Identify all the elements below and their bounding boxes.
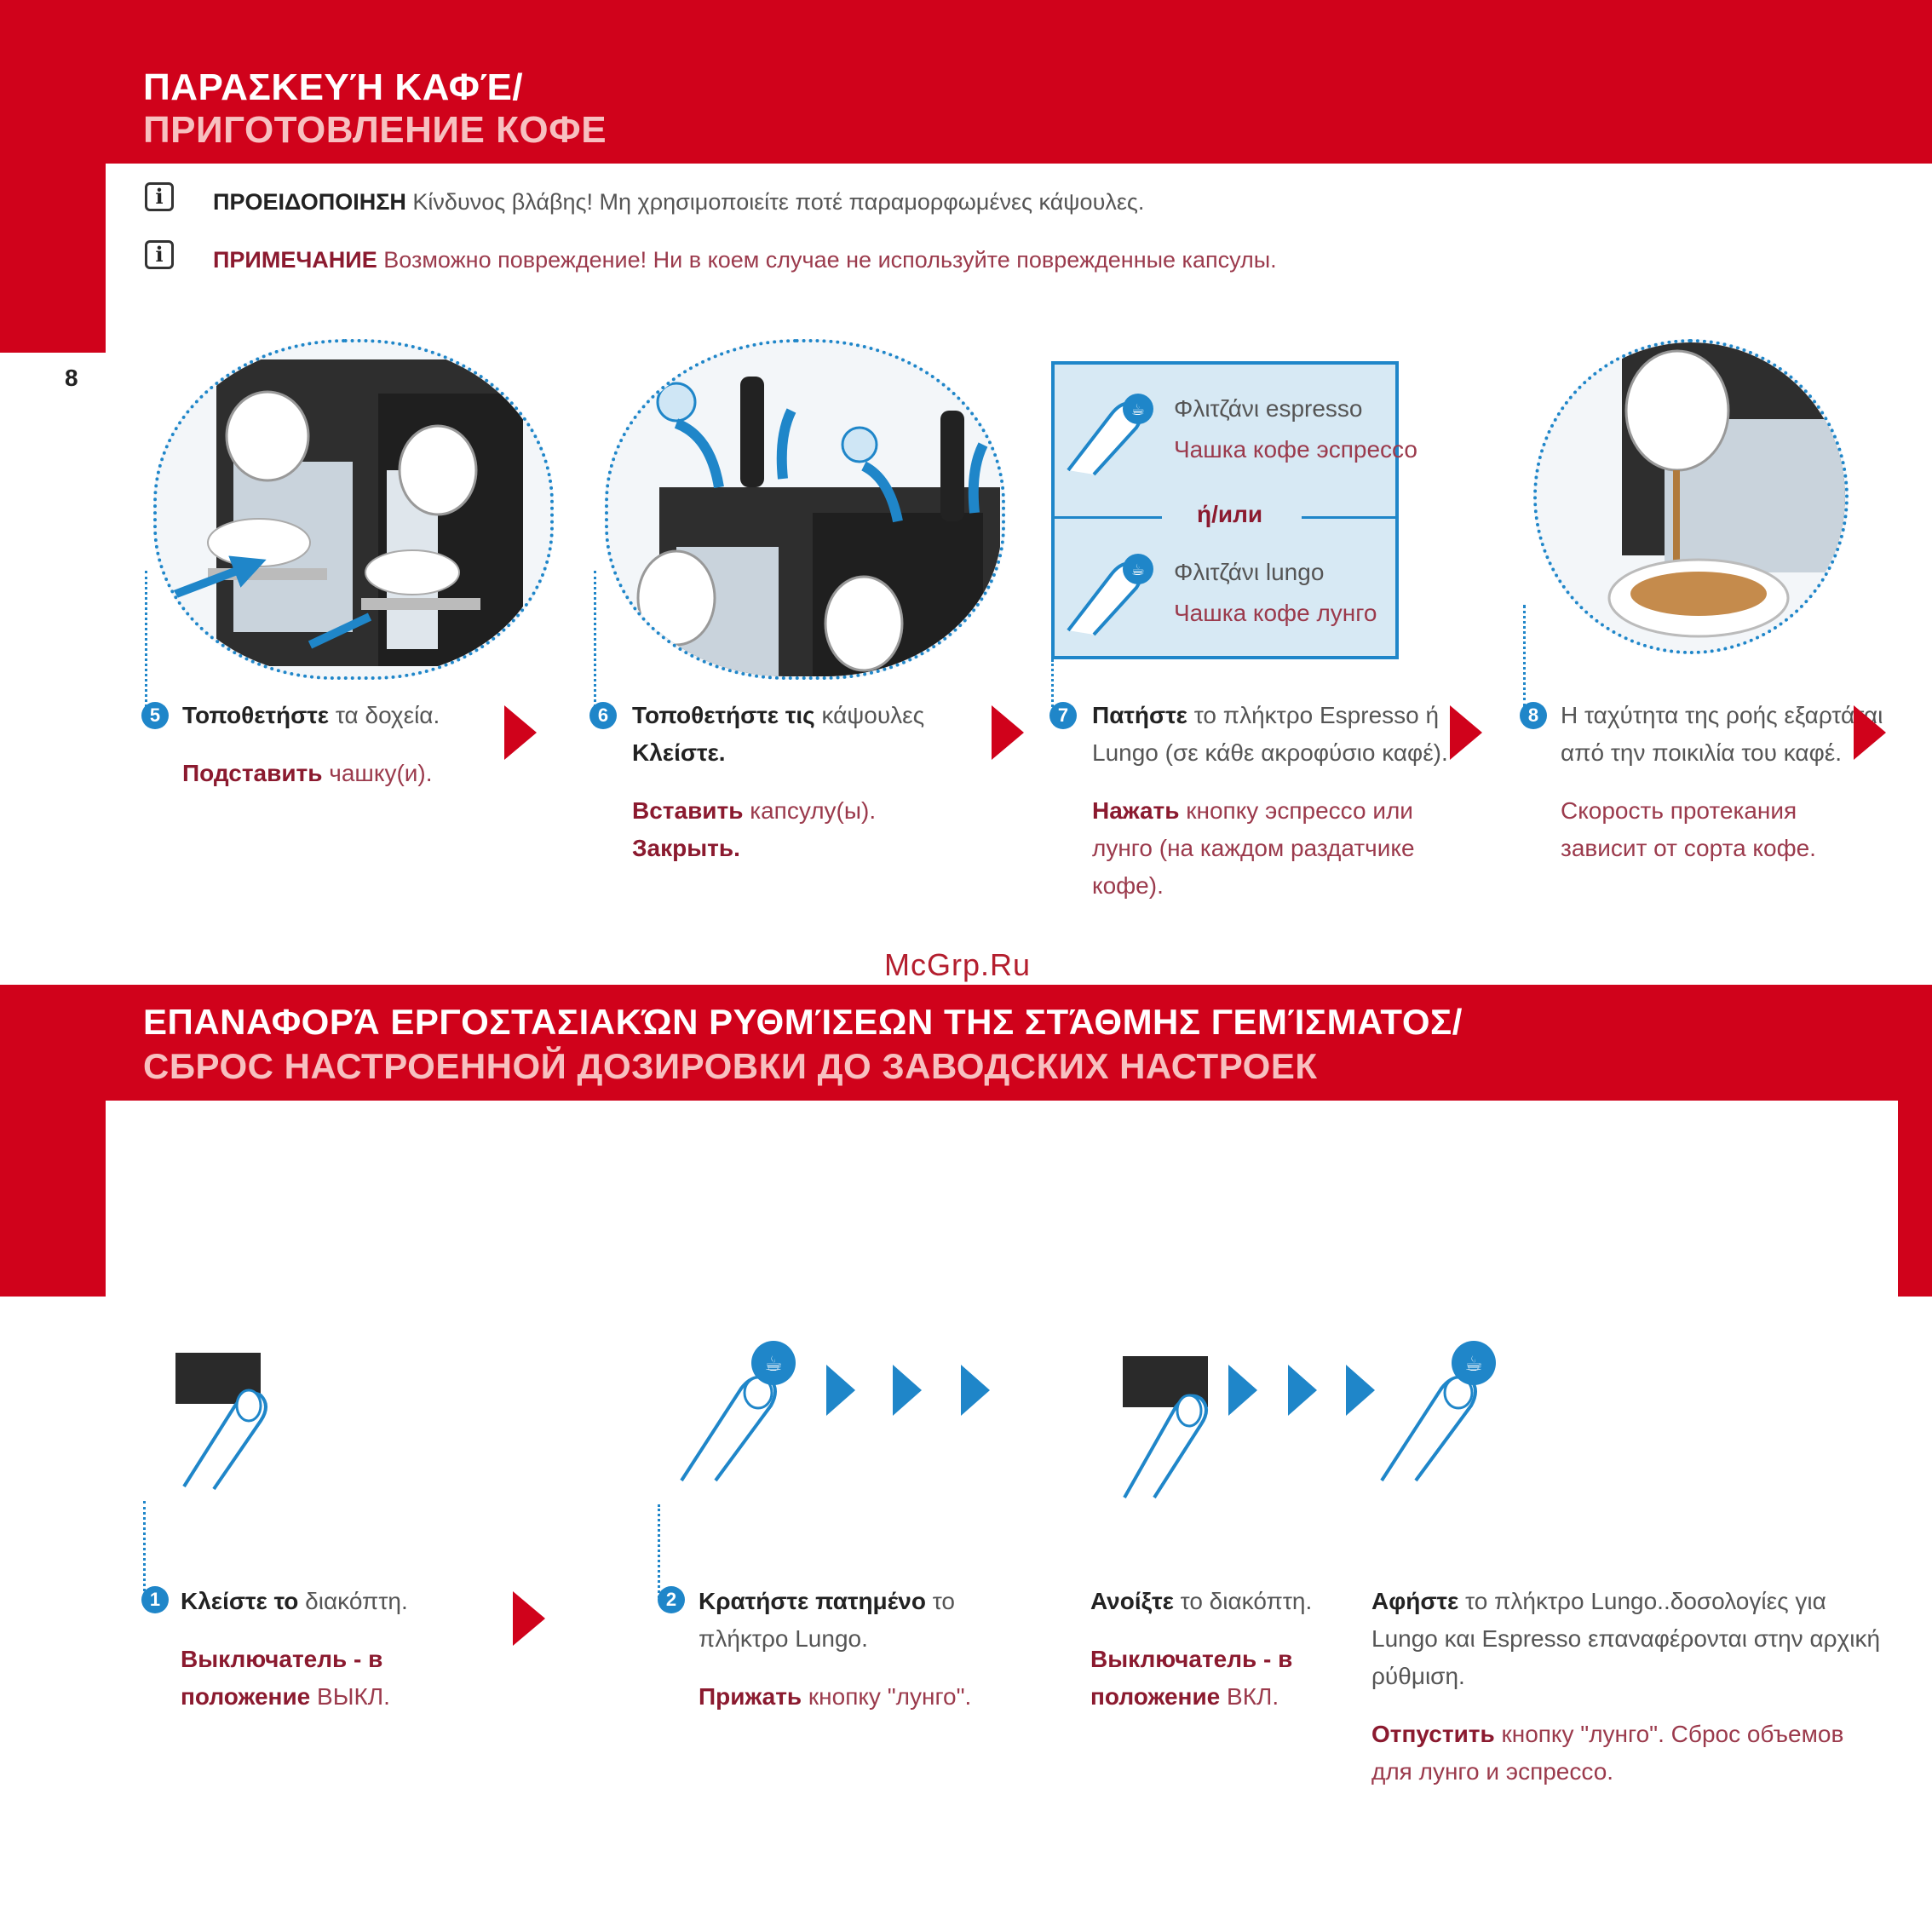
- lungo-label-gr: Φλιτζάνι lungo: [1174, 559, 1325, 585]
- step2-text-gr: [699, 1583, 955, 1658]
- machine-with-cups-drawing: [157, 342, 554, 680]
- step1-number: 1: [141, 1586, 169, 1613]
- step5-leader-line: [145, 571, 147, 707]
- step1-leader-line: [143, 1501, 146, 1601]
- step5-illustration: [153, 339, 554, 680]
- step2-bold-ru: Прижать: [699, 1683, 802, 1710]
- step7-line2-gr: Lungo (σε κάθε ακροφύσιο καφέ).: [1092, 739, 1448, 766]
- step6-illustration: [605, 339, 1005, 680]
- warning-text: Κίνδυνος βλάβης! Μη χρησιμοποιείτε ποτέ παραμορφωμένες κάψουλες.: [412, 189, 1145, 215]
- sequence-arrow-6: [1346, 1365, 1375, 1416]
- watermark: McGrp.Ru: [884, 947, 1032, 982]
- step7-bold-gr: Πατήστε: [1092, 702, 1187, 728]
- step5-rest-ru: чашку(и).: [322, 760, 433, 786]
- next-arrow: [1854, 705, 1886, 760]
- section1-title-ru: ПРИГОТОВЛЕНИЕ КОФЕ: [143, 109, 607, 151]
- step5-bold-gr: Τοποθετήστε: [182, 702, 330, 728]
- step7-rest-ru: кнопку эспрессо или: [1179, 797, 1413, 824]
- step2-number: 2: [658, 1586, 685, 1613]
- step5-text-ru: [182, 755, 433, 792]
- step3-bold-ru: Выключатель - в: [1090, 1646, 1293, 1672]
- next-arrow: [1450, 705, 1482, 760]
- step5-number: 5: [141, 702, 169, 729]
- step3-bold-gr: Ανοίξτε: [1090, 1588, 1174, 1614]
- step7-rest-gr: το πλήκτρο Espresso ή: [1187, 702, 1440, 728]
- section2-left-tab: [0, 1101, 106, 1297]
- step3-rest-gr: το διακόπτη.: [1173, 1588, 1313, 1614]
- step6-leader-line: [594, 571, 596, 707]
- or-divider-left: [1051, 516, 1162, 519]
- step1-bold-gr: Κλείστε το: [181, 1588, 299, 1614]
- switch-on-illustration: [1107, 1346, 1227, 1499]
- note-text-ru: Возможно повреждение! Ни в коем случае не используйте поврежденные капсулы.: [383, 247, 1277, 273]
- lungo-label-ru: Чашка кофе лунго: [1174, 600, 1377, 626]
- capsule-insert-drawing: [608, 342, 1005, 680]
- step8-leader-line: [1523, 605, 1526, 707]
- step2-text-ru: [699, 1678, 971, 1716]
- step8-line1-gr: Η ταχύτητα της ροής εξαρτάται: [1561, 702, 1883, 728]
- espresso-label-gr: Φλιτζάνι espresso: [1174, 395, 1363, 422]
- step7-text-gr: [1092, 697, 1448, 772]
- warning-note-gr: [213, 189, 1144, 216]
- step3-text-ru: [1090, 1641, 1292, 1716]
- step4-line3-gr: ρύθμιση.: [1371, 1663, 1465, 1689]
- step7-line2-ru: лунго (на каждом раздатчике: [1092, 835, 1415, 861]
- svg-text:☕: ☕: [1464, 1352, 1483, 1376]
- step1-bold2-ru: положение: [181, 1683, 311, 1710]
- step6-text-ru: [632, 792, 876, 867]
- step1-bold-ru: Выключатель - в: [181, 1646, 383, 1672]
- step1-text-gr: [181, 1583, 408, 1620]
- or-label: ή/или: [1197, 501, 1263, 527]
- step8-line2-gr: από την ποικιλία του καφέ.: [1561, 739, 1842, 766]
- step4-bold-gr: Αφήστε: [1371, 1588, 1459, 1614]
- info-icon: i: [145, 182, 174, 211]
- step1-rest-gr: διακόπτη.: [298, 1588, 408, 1614]
- section2-title-ru: СБРОС НАСТРОЕННОЙ ДОЗИРОВКИ ДО ЗАВОДСКИХ НАСТРОЕК: [143, 1046, 1318, 1086]
- step5-rest-gr: τα δοχεία.: [329, 702, 440, 728]
- sequence-arrow-1: [826, 1365, 855, 1416]
- info-icon: i: [145, 240, 174, 269]
- step1-text-ru: [181, 1641, 390, 1716]
- espresso-label-ru: Чашка кофе эспрессо: [1174, 436, 1417, 463]
- or-divider-right: [1302, 516, 1399, 519]
- step6-rest-ru: капсулу(ы).: [743, 797, 877, 824]
- step4-bold-ru: Отпустить: [1371, 1721, 1495, 1747]
- step4-line2-ru: для лунго и эспрессо.: [1371, 1758, 1614, 1785]
- step4-rest-gr: το πλήκτρο Lungo..δοσολογίες για: [1458, 1588, 1826, 1614]
- step6-number: 6: [589, 702, 617, 729]
- section2-title-gr: ΕΠΑΝΑΦΟΡΆ ΕΡΓΟΣΤΑΣΙΑΚΏΝ ΡΥΘΜΊΣΕΩΝ ΤΗΣ ΣΤΆΘΜΗΣ ΓΕΜΊΣΜΑΤΟΣ/: [143, 1002, 1463, 1042]
- coffee-flow-drawing: [1537, 342, 1849, 654]
- section2-right-tab: [1898, 1101, 1932, 1297]
- step2-rest-ru: кнопку "лунго".: [802, 1683, 972, 1710]
- step6-bold-ru: Вставить: [632, 797, 744, 824]
- next-arrow: [504, 705, 537, 760]
- step7-leader-line: [1051, 659, 1054, 707]
- step4-text-gr: [1371, 1583, 1880, 1695]
- release-lungo-illustration: [1373, 1329, 1501, 1482]
- warning-label: ΠΡΟΕΙΔΟΠΟΙΗΣΗ: [213, 189, 406, 215]
- step4-rest-ru: кнопку "лунго". Сброс объемов: [1494, 1721, 1844, 1747]
- press-lungo-illustration: [673, 1329, 801, 1482]
- warning-note-ru: [213, 247, 1277, 273]
- step6-rest-gr: κάψουλες: [814, 702, 925, 728]
- step6-bold2-ru: Закрыть.: [632, 835, 740, 861]
- page-number: 8: [65, 365, 78, 391]
- step7-number: 7: [1049, 702, 1077, 729]
- step2-leader-line: [658, 1504, 660, 1598]
- switch-off-illustration: [167, 1346, 286, 1491]
- sequence-arrow-3: [961, 1365, 990, 1416]
- step7-line3-ru: кофе).: [1092, 872, 1164, 899]
- step8-line2-ru: зависит от сорта кофе.: [1561, 835, 1816, 861]
- finger-press-espresso-icon: [1060, 377, 1162, 479]
- step6-text-gr: [632, 697, 924, 772]
- step5-text-gr: [182, 697, 440, 734]
- svg-text:☕: ☕: [1130, 401, 1146, 419]
- step4-line2-gr: Lungo και Espresso επαναφέρονται στην αρχική: [1371, 1625, 1881, 1652]
- step3-text-gr: [1090, 1583, 1312, 1620]
- step6-bold2-gr: Κλείστε.: [632, 739, 726, 766]
- section1-title-gr: ΠΑΡΑΣΚΕΥΉ ΚΑΦΈ/: [143, 66, 524, 108]
- step5-bold-ru: Подставить: [182, 760, 323, 786]
- step8-number: 8: [1520, 702, 1547, 729]
- next-arrow: [513, 1591, 545, 1646]
- step7-bold-ru: Нажать: [1092, 797, 1180, 824]
- step2-bold-gr: Κρατήστε πατημένο: [699, 1588, 926, 1614]
- step2-rest-gr: το: [925, 1588, 955, 1614]
- step7-text-ru: [1092, 792, 1415, 905]
- sequence-arrow-4: [1228, 1365, 1257, 1416]
- step4-text-ru: [1371, 1716, 1843, 1791]
- top-left-tab: [0, 164, 106, 353]
- step6-bold-gr: Τοποθετήστε τις: [632, 702, 815, 728]
- sequence-arrow-5: [1288, 1365, 1317, 1416]
- sequence-arrow-2: [893, 1365, 922, 1416]
- next-arrow: [992, 705, 1024, 760]
- step3-rest-ru: ВКЛ.: [1220, 1683, 1279, 1710]
- step8-line1-ru: Скорость протекания: [1561, 797, 1797, 824]
- note-label-ru: ПРИМЕЧАНИЕ: [213, 247, 377, 273]
- step8-text-ru: [1561, 792, 1816, 867]
- step1-rest-ru: ВЫКЛ.: [310, 1683, 390, 1710]
- step8-text-gr: [1561, 697, 1883, 772]
- step8-illustration: [1533, 339, 1849, 654]
- step2-line2-gr: πλήκτρο Lungo.: [699, 1625, 868, 1652]
- svg-text:☕: ☕: [1130, 561, 1146, 579]
- svg-text:☕: ☕: [764, 1352, 783, 1376]
- finger-press-lungo-icon: [1060, 537, 1162, 639]
- step3-bold2-ru: положение: [1090, 1683, 1221, 1710]
